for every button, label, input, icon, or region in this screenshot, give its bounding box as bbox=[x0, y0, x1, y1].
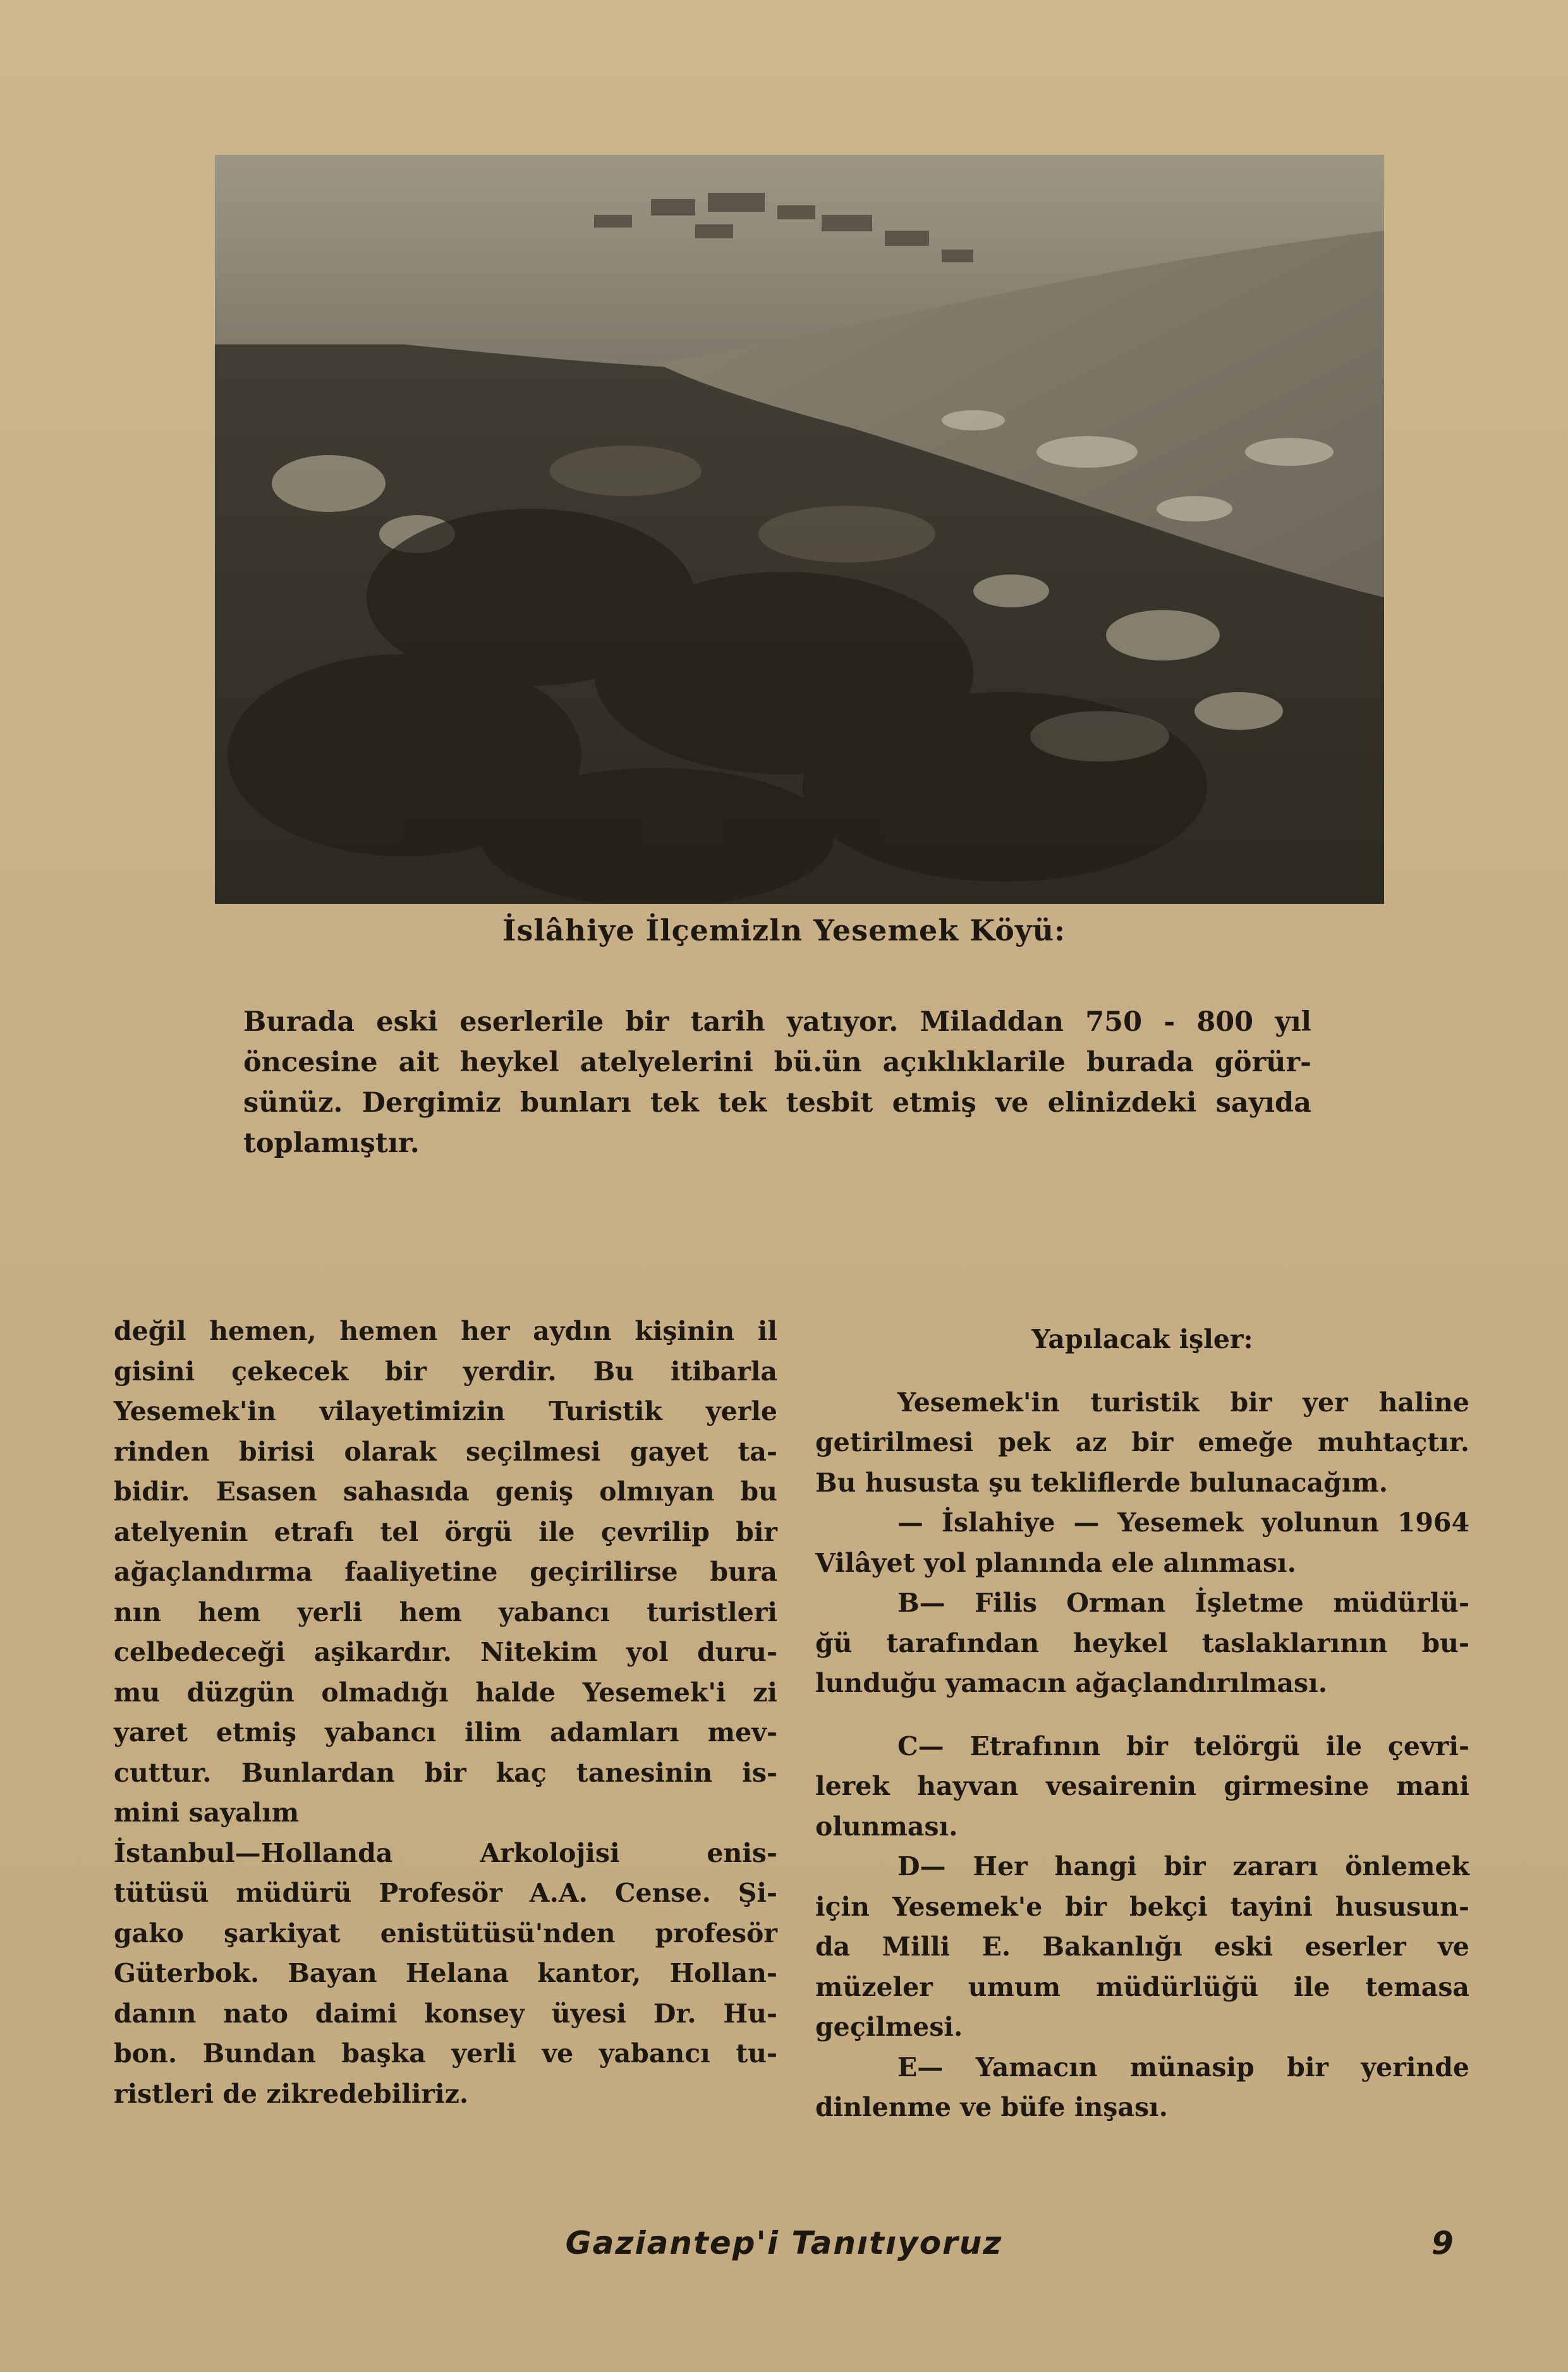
right-line: C— Etrafının bir telörgü ile çevri- bbox=[897, 1730, 1469, 1761]
left-line: bon. Bundan başka yerli ve yabancı tu- bbox=[114, 2038, 777, 2069]
left-line: Yesemek'in vilayetimizin Turistik yerle bbox=[114, 1396, 777, 1426]
right-line: B— Filis Orman İşletme müdürlü- bbox=[897, 1588, 1469, 1618]
spacer bbox=[815, 1360, 1469, 1383]
left-line: danın nato daimi konsey üyesi Dr. Hu- bbox=[114, 1998, 777, 2029]
right-line: — İslahiye — Yesemek yolunun 1964 bbox=[897, 1507, 1469, 1538]
spacer bbox=[815, 1704, 1469, 1727]
intro-line: sünüz. Dergimiz bunları tek tek tesbit etmiş ve elinizdeki sayıda bbox=[243, 1087, 1311, 1119]
left-line: rinden birisi olarak seçilmesi gayet ta- bbox=[114, 1436, 777, 1467]
left-line: mini sayalım bbox=[114, 1797, 300, 1828]
right-line: Vilâyet yol planında ele alınması. bbox=[815, 1547, 1296, 1578]
left-line: ağaçlandırma faaliyetine geçirilirse bura bbox=[114, 1557, 777, 1587]
right-line: geçilmesi. bbox=[815, 2012, 963, 2042]
intro-line: öncesine ait heykel atelyelerini bü.ün açıklıklarile burada görür- bbox=[243, 1047, 1311, 1078]
intro-line: toplamıştır. bbox=[243, 1128, 420, 1159]
right-line: Yesemek'in turistik bir yer haline bbox=[897, 1387, 1469, 1418]
right-line: Bu hususta şu tekliflerde bulunacağım. bbox=[815, 1467, 1389, 1498]
footer-title: Gaziantep'i Tanıtıyoruz bbox=[565, 2225, 1003, 2261]
left-line: Güterbok. Bayan Helana kantor, Hollan- bbox=[114, 1958, 777, 1988]
left-line: atelyenin etrafı tel örgü ile çevrilip bir bbox=[114, 1516, 777, 1547]
left-line: ristleri de zikredebiliriz. bbox=[114, 2078, 469, 2109]
right-line: E— Yamacın münasip bir yerinde bbox=[897, 2052, 1469, 2083]
left-line: nın hem yerli hem yabancı turistleri bbox=[114, 1597, 777, 1627]
left-line: tütüsü müdürü Profesör A.A. Cense. Şi- bbox=[114, 1878, 777, 1908]
intro-paragraph bbox=[243, 1002, 1311, 1164]
left-line: gako şarkiyat enistütüsü'nden profesör bbox=[114, 1918, 777, 1949]
right-line: için Yesemek'e bir bekçi tayini hususun- bbox=[815, 1891, 1469, 1922]
right-line: lerek hayvan vesairenin girmesine mani bbox=[815, 1771, 1469, 1801]
village-landscape-image bbox=[215, 155, 1384, 904]
left-line: mu düzgün olmadığı halde Yesemek'i zi bbox=[114, 1677, 777, 1708]
right-line: müzeler umum müdürlüğü ile temasa bbox=[815, 1971, 1469, 2002]
right-line: lunduğu yamacın ağaçlandırılması. bbox=[815, 1668, 1327, 1698]
right-line: ğü tarafından heykel taslaklarının bu- bbox=[815, 1627, 1469, 1658]
section-heading: Yapılacak işler: bbox=[1031, 1324, 1253, 1354]
right-line: D— Her hangi bir zararı önlemek bbox=[897, 1851, 1469, 1882]
page-number: 9 bbox=[1431, 2225, 1454, 2261]
left-line: gisini çekecek bir yerdir. Bu itibarla bbox=[114, 1356, 777, 1387]
village-photo bbox=[215, 155, 1384, 904]
left-line: değil hemen, hemen her aydın kişinin il bbox=[114, 1316, 777, 1346]
right-line: getirilmesi pek az bir emeğe muhtaçtır. bbox=[815, 1427, 1469, 1457]
photo-caption: İslâhiye İlçemizln Yesemek Köyü: bbox=[502, 913, 1066, 947]
right-line: dinlenme ve büfe inşası. bbox=[815, 2092, 1168, 2122]
left-line: İstanbul—Hollanda Arkolojisi enis- bbox=[114, 1837, 777, 1868]
intro-line: Burada eski eserlerile bir tarih yatıyor. Miladdan 750 - 800 yıl bbox=[243, 1006, 1311, 1038]
right-line: da Milli E. Bakanlığı eski eserler ve bbox=[815, 1931, 1469, 1962]
right-column bbox=[815, 1320, 1469, 2128]
left-line: cuttur. Bunlardan bir kaç tanesinin is- bbox=[114, 1757, 777, 1788]
left-line: celbedeceği aşikardır. Nitekim yol duru- bbox=[114, 1637, 777, 1667]
left-line: bidir. Esasen sahasıda geniş olmıyan bu bbox=[114, 1476, 777, 1507]
right-line: olunması. bbox=[815, 1811, 958, 1842]
left-line: yaret etmiş yabancı ilim adamları mev- bbox=[114, 1717, 777, 1748]
left-column bbox=[114, 1311, 777, 2114]
